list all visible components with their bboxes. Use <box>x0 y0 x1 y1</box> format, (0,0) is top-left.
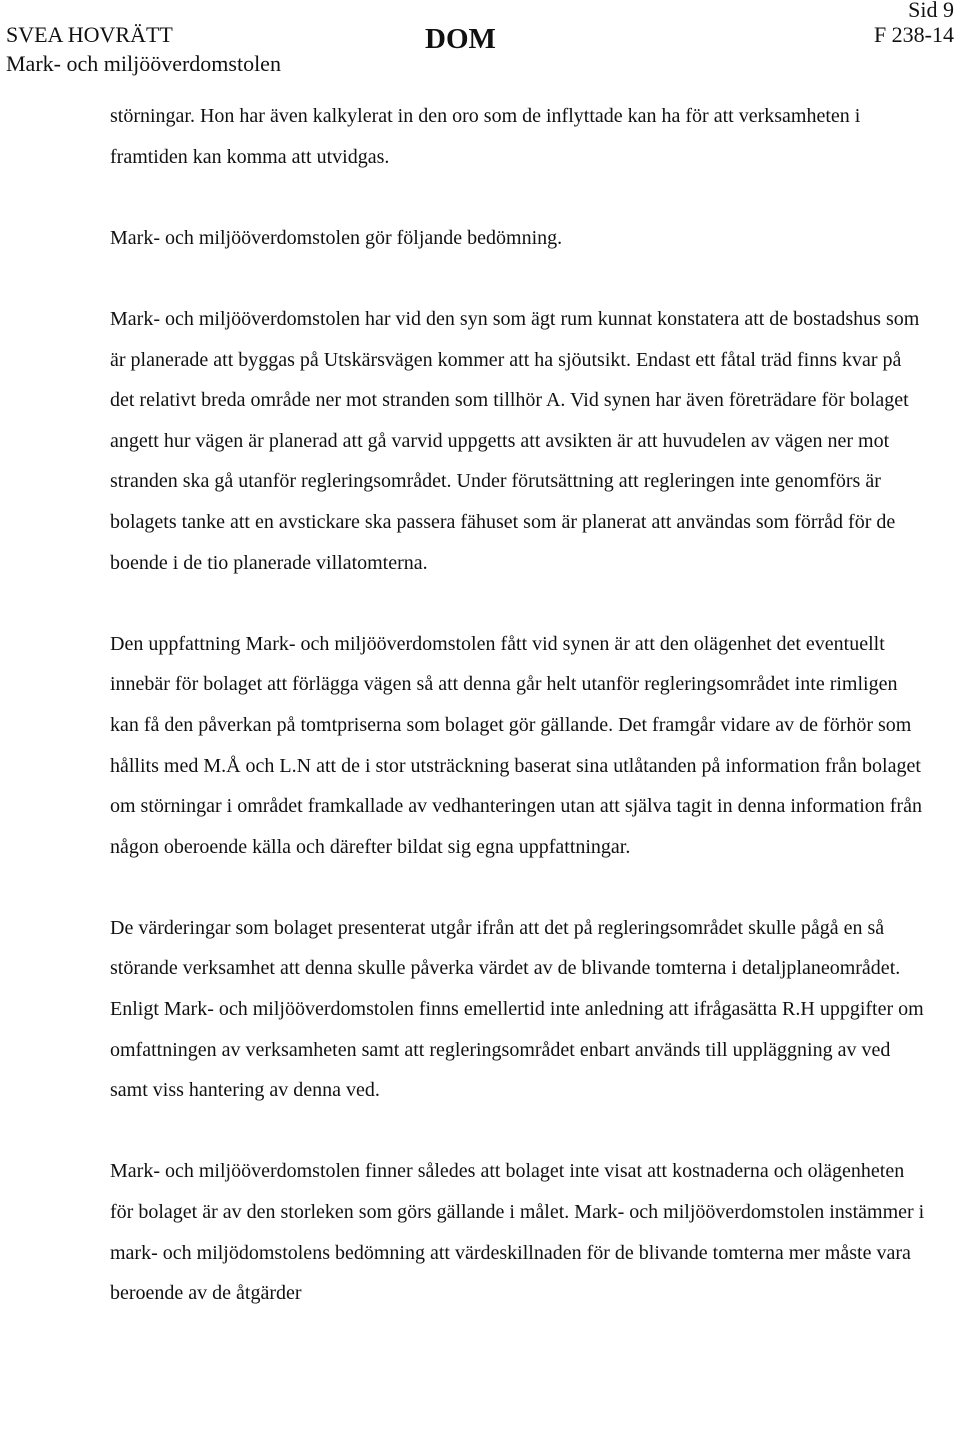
page-number: Sid 9 <box>908 0 954 22</box>
paragraph-conclusion: Mark- och miljööverdomstolen finner således att bolaget inte visat att kostnaderna och olägenheten för bolaget är av den storleken som görs gällande i målet. Mark- och miljööverdomstolen instämmer i mark- och miljödomstolens bedömning att värdeskillnaden för de blivande tomterna mer måste vara beroende av de åtgärder <box>110 1160 925 1305</box>
page-header <box>0 0 960 80</box>
paragraph-continuation: störningar. Hon har även kalkylerat in den oro som de inflyttade kan ha för att verksamheten i framtiden kan komma att utvidgas. <box>110 105 861 168</box>
paragraph-spacer <box>110 177 925 218</box>
paragraph-spacer <box>110 583 925 624</box>
paragraph-spacer <box>110 867 925 908</box>
document-type: DOM <box>425 23 496 55</box>
court-division: Mark- och miljööverdomstolen <box>6 51 281 76</box>
document-body <box>110 96 925 1314</box>
paragraph-inspection: Mark- och miljööverdomstolen har vid den syn som ägt rum kunnat konstatera att de bostadshus som är planerade att byggas på Utskärsvägen kommer att ha sjöutsikt. Endast ett fåtal träd finns kvar på det relativt breda område ner mot stranden som tillhör A. Vid synen har även företrädare för bolaget angett hur vägen är planerad att gå varvid uppgetts att avsikten är att huvudelen av vägen ner mot stranden ska gå utanför regleringsområdet. Under förutsättning att regleringen inte genomförs är bolagets tanke att en avstickare ska passera fähuset som är planerat att användas som förråd för de boende i de tio planerade villatomterna. <box>110 307 920 574</box>
paragraph-assessment-intro: Mark- och miljööverdomstolen gör följande bedömning. <box>110 226 563 249</box>
paragraph-spacer <box>110 1111 925 1152</box>
paragraph-valuations: De värderingar som bolaget presenterat utgår ifrån att det på regleringsområdet skulle pågå en så störande verksamhet att denna skulle påverka värdet av de blivande tomterna i detaljplaneområdet. Enligt Mark- och miljööverdomstolen finns emellertid inte anledning att ifrågasätta R.H uppgifter om omfattningen av verksamheten samt att regleringsområdet enbart används till uppläggning av ved samt viss hantering av denna ved. <box>110 916 924 1102</box>
paragraph-spacer <box>110 258 925 299</box>
case-number: F 238-14 <box>873 22 954 47</box>
paragraph-impression: Den uppfattning Mark- och miljööverdomstolen fått vid synen är att den olägenhet det eventuellt innebär för bolaget att förlägga vägen så att denna går helt utanför regleringsområdet inte rimligen kan få den påverkan på tomtpriserna som bolaget gör gällande. Det framgår vidare av de förhör som hållits med M.Å och L.N att de i stor utsträckning baserat sina utlåtanden på information från bolaget om störningar i området framkallade av vedhanteringen utan att själva tagit in denna information från någon oberoende källa och därefter bildat sig egna uppfattningar. <box>110 632 922 858</box>
court-name: SVEA HOVRÄTT <box>6 22 173 47</box>
